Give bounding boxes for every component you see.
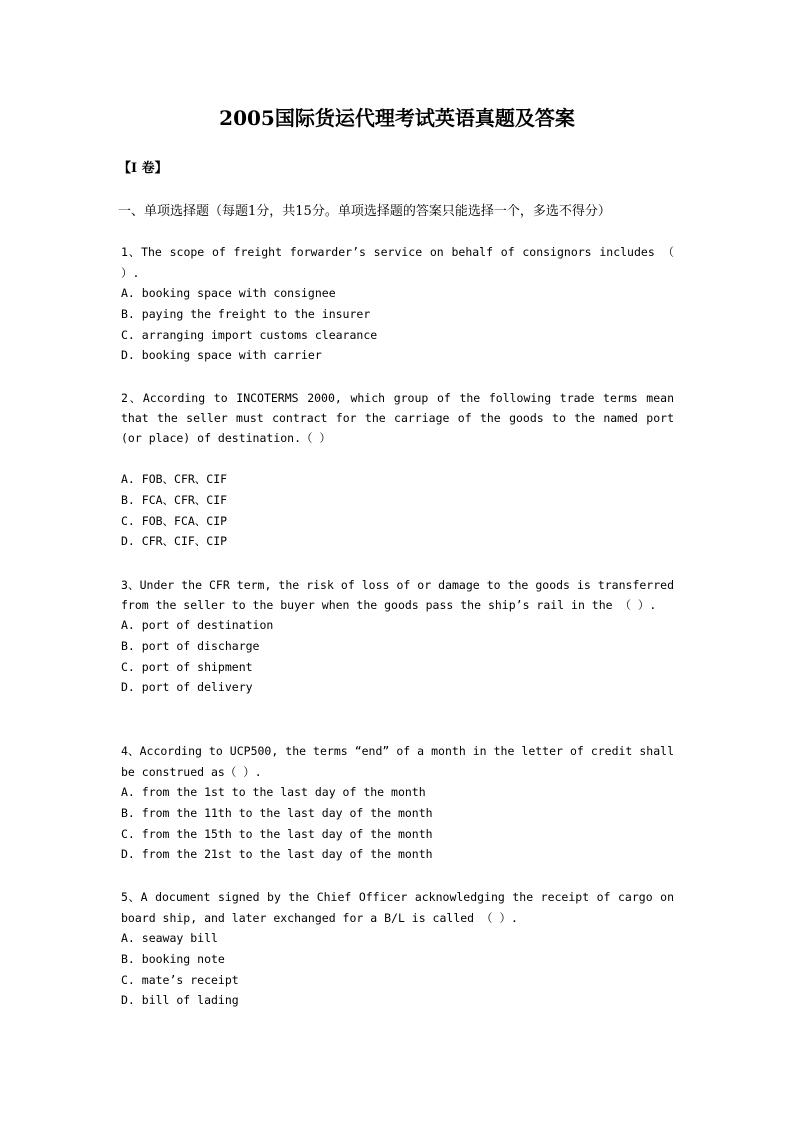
option-c: C. mate’s receipt: [121, 972, 239, 987]
option-a: A. port of destination: [121, 618, 274, 632]
question-text: 1、The scope of freight forwarder’s service on behalf of consignors includes （ ）.: [121, 245, 674, 280]
section-label: 【Ⅰ 卷】: [118, 161, 168, 176]
question-1: [121, 242, 674, 366]
option-b: B. booking note: [121, 951, 225, 966]
question-text: 5、A document signed by the Chief Officer acknowledging the receipt of cargo on board ship, and later exchanged for a B/L is called （ ）.: [121, 890, 674, 925]
question-text: 2、According to INCOTERMS 2000, which group of the following trade terms mean that the seller must contract for the carriage of the goods to the named port (or place) of destination.（ ）: [121, 391, 674, 445]
option-d: D. booking space with carrier: [121, 348, 322, 363]
option-c: C. from the 15th to the last day of the month: [121, 826, 433, 841]
option-b: B. port of discharge: [121, 638, 260, 653]
question-5: [121, 887, 674, 1011]
option-d: D. CFR、CIF、CIP: [121, 534, 228, 549]
option-d: D. from the 21st to the last day of the month: [121, 847, 433, 862]
option-b: B. FCA、CFR、CIF: [121, 492, 228, 507]
option-b: B. from the 11th to the last day of the month: [121, 805, 433, 820]
option-c: C. FOB、FCA、CIP: [121, 513, 228, 528]
option-a: A. booking space with consignee: [121, 286, 336, 300]
question-3: [121, 575, 674, 698]
option-d: D. port of delivery: [121, 680, 253, 695]
question-text: 3、Under the CFR term, the risk of loss of or damage to the goods is transferred from the seller to the buyer when the goods pass the ship’s rail in the （ ）.: [121, 578, 674, 612]
option-a: A. FOB、CFR、CIF: [121, 472, 228, 486]
option-c: C. port of shipment: [121, 659, 253, 674]
section-instructions: 一、单项选择题（每题1分，共15分。单项选择题的答案只能选择一个，多选不得分）: [118, 204, 611, 219]
option-a: A. from the 1st to the last day of the month: [121, 785, 426, 799]
option-a: A. seaway bill: [121, 931, 218, 945]
option-c: C. arranging import customs clearance: [121, 327, 378, 342]
question-2: [121, 388, 674, 552]
option-b: B. paying the freight to the insurer: [121, 306, 371, 321]
question-text: 4、According to UCP500, the terms “end” of a month in the letter of credit shall be construed as（ ）.: [121, 744, 674, 779]
question-4: [121, 741, 674, 865]
page-title: 2005国际货运代理考试英语真题及答案: [219, 106, 575, 130]
option-d: D. bill of lading: [121, 993, 239, 1008]
blank-line: [121, 448, 674, 469]
